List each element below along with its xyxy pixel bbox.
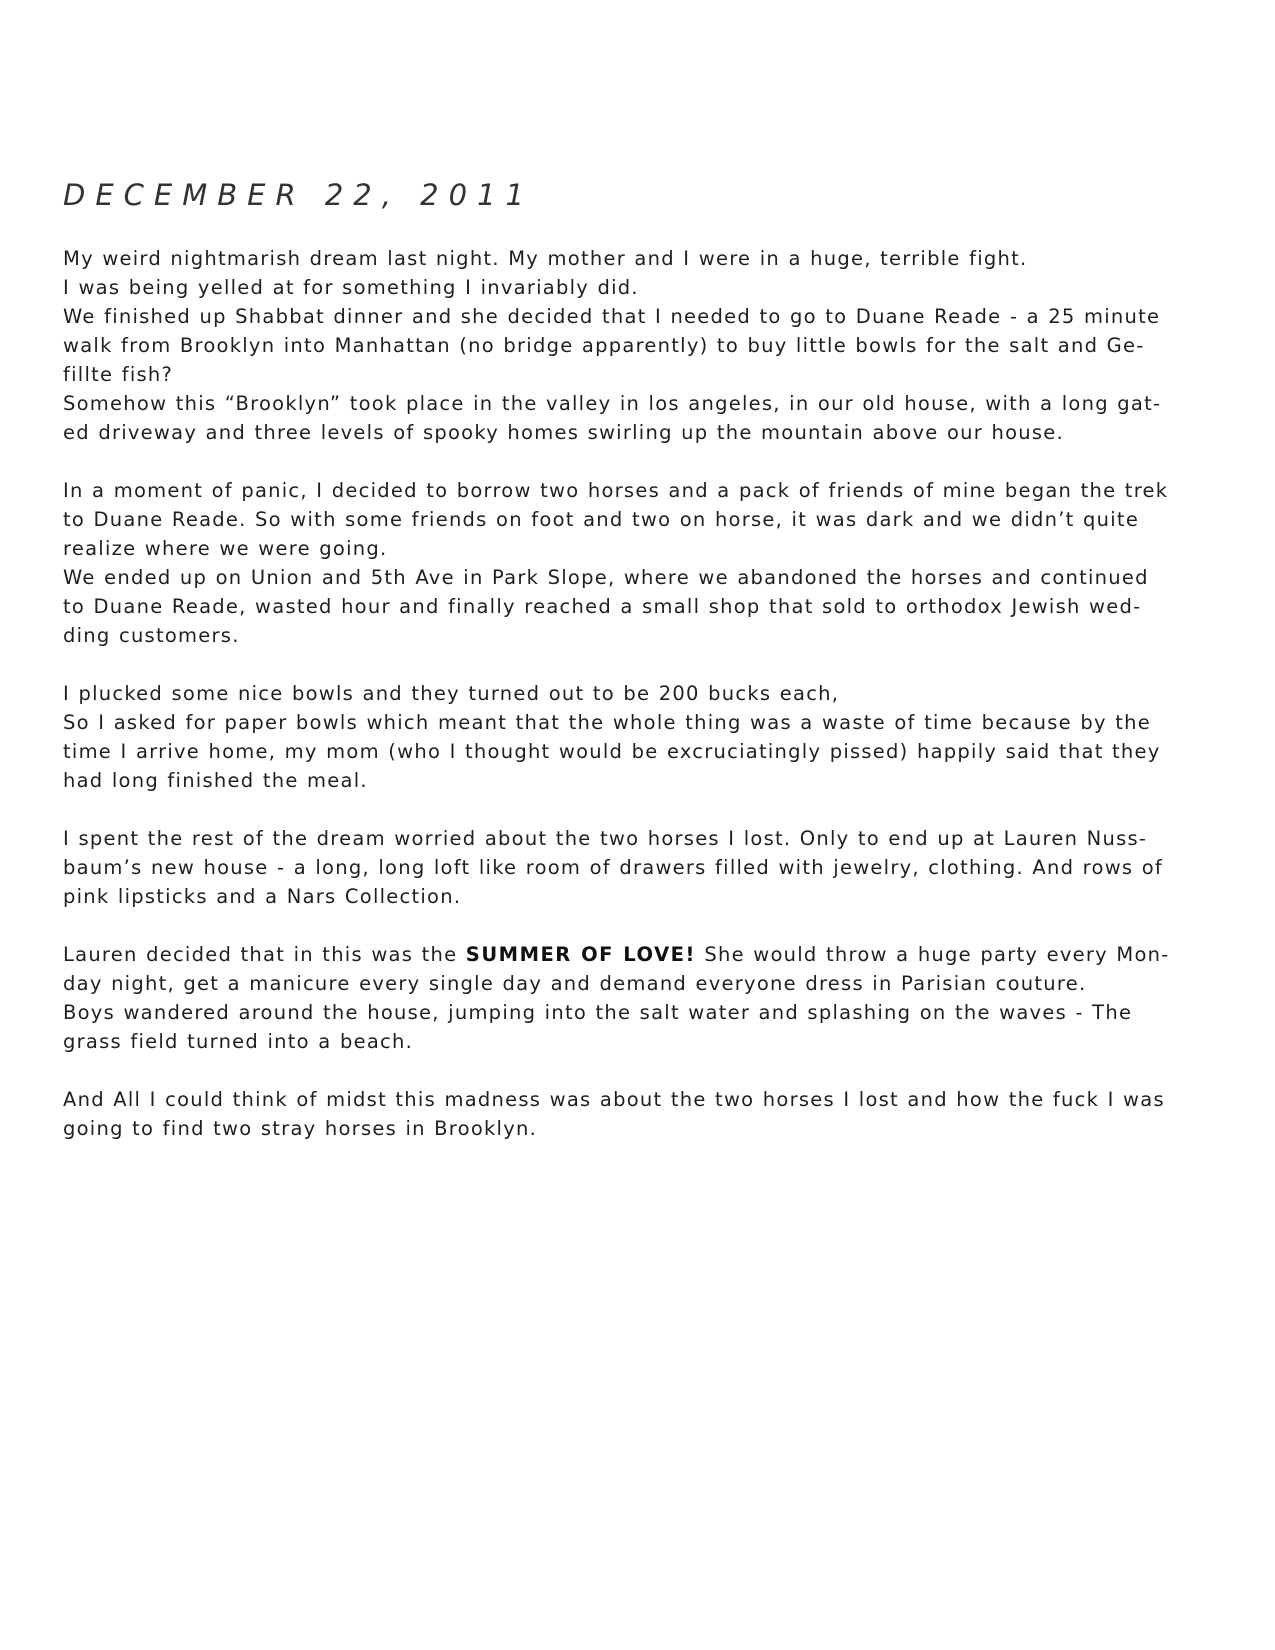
text-line: going to find two stray horses in Brooklyn.: [63, 1117, 538, 1140]
entry-body: [63, 244, 1213, 1143]
text-fragment: She would throw a huge party every Mon-: [695, 943, 1170, 966]
paragraph-4: [63, 824, 1213, 911]
text-line: fillte fish?: [63, 363, 174, 386]
text-line: ding customers.: [63, 624, 240, 647]
text-line: walk from Brooklyn into Manhattan (no bridge apparently) to buy little bowls for the salt and Ge-: [63, 334, 1145, 357]
text-line: And All I could think of midst this madness was about the two horses I lost and how the fuck I was: [63, 1088, 1165, 1111]
text-line: So I asked for paper bowls which meant that the whole thing was a waste of time because by the: [63, 711, 1151, 734]
text-line: In a moment of panic, I decided to borrow two horses and a pack of friends of mine began the trek: [63, 479, 1169, 502]
text-line: I was being yelled at for something I invariably did.: [63, 276, 639, 299]
paragraph-2: [63, 476, 1213, 650]
text-line: I plucked some nice bowls and they turned out to be 200 bucks each,: [63, 682, 840, 705]
text-line: My weird nightmarish dream last night. My mother and I were in a huge, terrible fight.: [63, 247, 1028, 270]
text-line: baum’s new house - a long, long loft like room of drawers filled with jewelry, clothing. And rows of: [63, 856, 1164, 879]
text-line: had long finished the meal.: [63, 769, 368, 792]
text-line: I spent the rest of the dream worried about the two horses I lost. Only to end up at Lauren Nuss-: [63, 827, 1148, 850]
text-line: pink lipsticks and a Nars Collection.: [63, 885, 462, 908]
text-line: We finished up Shabbat dinner and she decided that I needed to go to Duane Reade - a 25 minute: [63, 305, 1161, 328]
text-fragment: Lauren decided that in this was the: [63, 943, 466, 966]
text-line: ed driveway and three levels of spooky homes swirling up the mountain above our house.: [63, 421, 1064, 444]
paragraph-6: [63, 1085, 1213, 1143]
summer-of-love-emphasis: SUMMER OF LOVE!: [465, 943, 696, 966]
text-line: grass field turned into a beach.: [63, 1030, 414, 1053]
text-line: day night, get a manicure every single day and demand everyone dress in Parisian couture.: [63, 972, 1087, 995]
entry-date: DECEMBER 22, 2011: [63, 178, 534, 212]
text-line: realize where we were going.: [63, 537, 388, 560]
text-line: time I arrive home, my mom (who I thought would be excruciatingly pissed) happily said that they: [63, 740, 1161, 763]
paragraph-3: [63, 679, 1213, 795]
journal-page: [63, 178, 1213, 1172]
paragraph-5: [63, 940, 1213, 1056]
text-line: [63, 940, 1213, 969]
text-line: to Duane Reade, wasted hour and finally reached a small shop that sold to orthodox Jewish wed-: [63, 595, 1142, 618]
text-line: We ended up on Union and 5th Ave in Park Slope, where we abandoned the horses and continued: [63, 566, 1149, 589]
paragraph-1: [63, 244, 1213, 447]
text-line: Boys wandered around the house, jumping into the salt water and splashing on the waves - The: [63, 1001, 1133, 1024]
text-line: to Duane Reade. So with some friends on foot and two on horse, it was dark and we didn’t quite: [63, 508, 1140, 531]
text-line: Somehow this “Brooklyn” took place in the valley in los angeles, in our old house, with a long gat-: [63, 392, 1162, 415]
